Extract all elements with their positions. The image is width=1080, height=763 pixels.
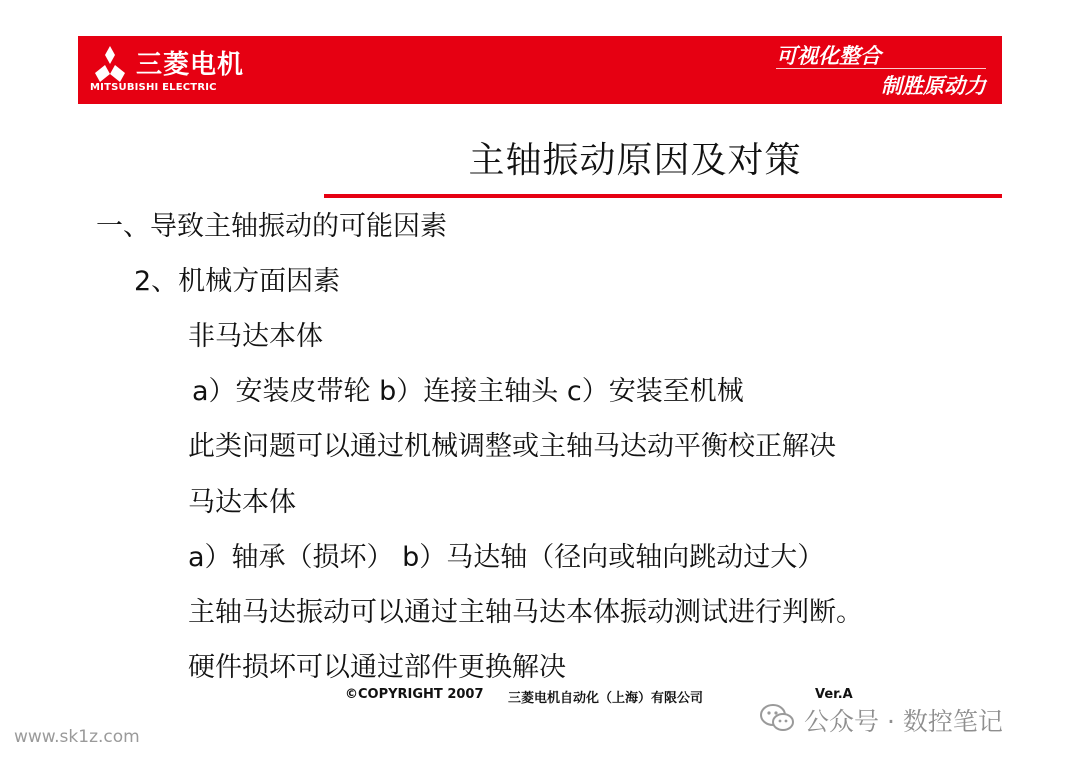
wechat-icon bbox=[760, 704, 794, 732]
logo-chinese-text: 三菱电机 bbox=[136, 50, 245, 80]
body-line: 硬件损坏可以通过部件更换解决 bbox=[188, 652, 566, 683]
three-diamonds-icon bbox=[88, 46, 132, 84]
slogan-divider bbox=[776, 68, 986, 69]
title-underline bbox=[324, 194, 1002, 198]
subsection-heading: 2、机械方面因素 bbox=[134, 266, 341, 297]
body-line: a）轴承（损坏） b）马达轴（径向或轴向跳动过大） bbox=[188, 542, 825, 573]
body-line: 马达本体 bbox=[188, 487, 296, 518]
section-heading: 一、导致主轴振动的可能因素 bbox=[96, 211, 447, 242]
slide-title: 主轴振动原因及对策 bbox=[468, 140, 802, 181]
header-bar bbox=[78, 36, 1002, 104]
footer-version: Ver.A bbox=[815, 687, 853, 702]
footer-company: 三菱电机自动化（上海）有限公司 bbox=[508, 691, 704, 706]
body-line: a）安装皮带轮 b）连接主轴头 c）安装至机械 bbox=[192, 376, 744, 407]
slogan-line-1: 可视化整合 bbox=[776, 44, 881, 68]
footer-copyright: ©COPYRIGHT 2007 bbox=[345, 687, 484, 702]
logo-english-text: MITSUBISHI ELECTRIC bbox=[90, 82, 217, 93]
slogan-line-2: 制胜原动力 bbox=[881, 74, 986, 98]
body-line: 此类问题可以通过机械调整或主轴马达动平衡校正解决 bbox=[188, 431, 836, 462]
body-line: 非马达本体 bbox=[188, 321, 323, 352]
slogan bbox=[776, 40, 986, 100]
site-watermark: www.sk1z.com bbox=[14, 727, 140, 747]
mitsubishi-logo bbox=[88, 42, 258, 98]
account-name: 公众号 · 数控笔记 bbox=[804, 707, 1003, 736]
body-line: 主轴马达振动可以通过主轴马达本体振动测试进行判断。 bbox=[188, 597, 863, 628]
